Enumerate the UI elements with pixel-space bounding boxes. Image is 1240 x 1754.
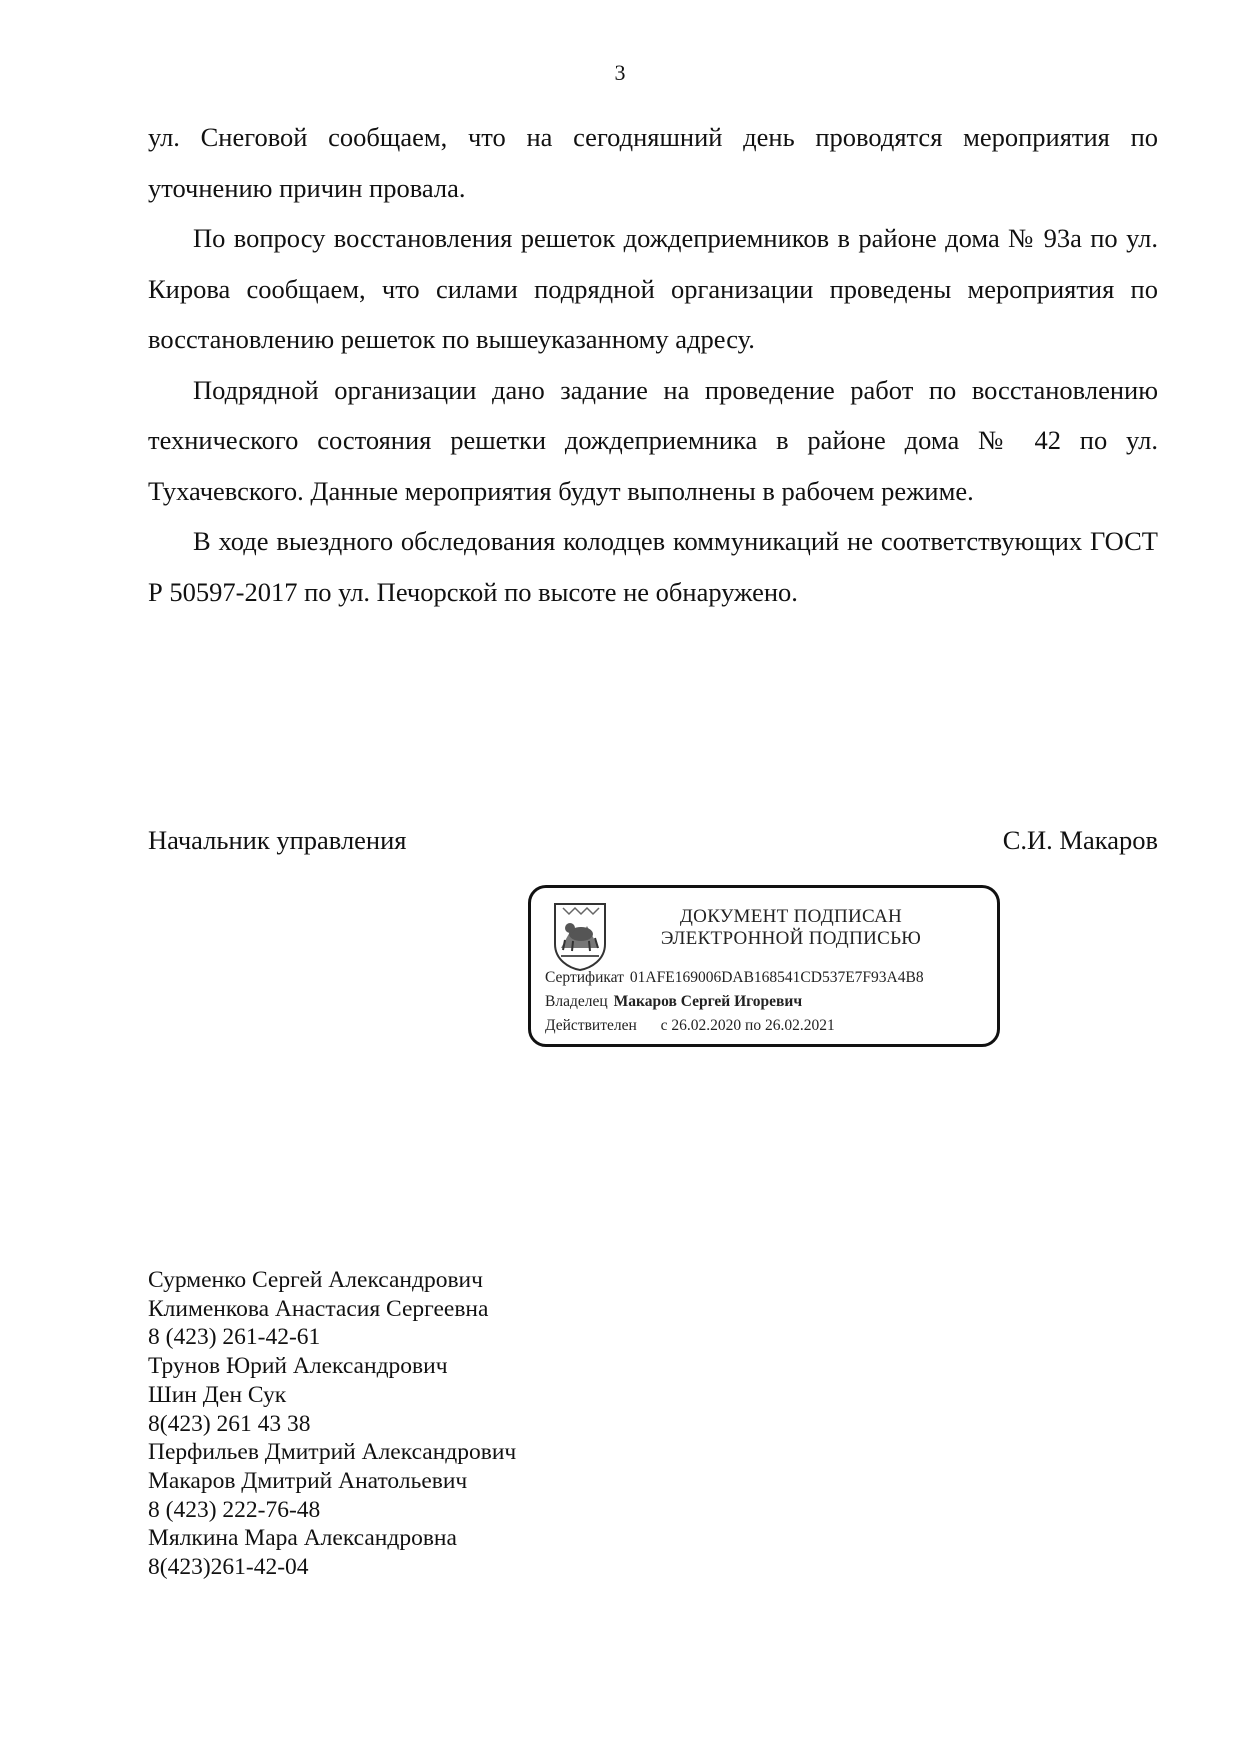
contact-line: Сурменко Сергей Александрович: [148, 1267, 483, 1293]
signatory-name: С.И. Макаров: [1002, 825, 1158, 855]
electronic-signature-stamp: [528, 885, 1000, 1047]
signature-row: [148, 820, 1158, 860]
contact-phone: 8 (423) 222-76-48: [148, 1496, 321, 1523]
contact-line: Трунов Юрий Александрович: [148, 1353, 448, 1380]
signatory-position: Начальник управления: [148, 825, 407, 855]
contact-phone: 8(423) 261 43 38: [148, 1410, 311, 1437]
page-number: 3: [614, 60, 626, 85]
contacts-list: [148, 1266, 848, 1582]
stamp-owner-row: [545, 990, 995, 1014]
letter-body: [148, 112, 1158, 617]
paragraph-2: По вопросу восстановления решеток дождеприемников в районе дома № 93а по ул. Кирова сообщаем, что силами подрядной организации проведены мероприятия по восстановлению решеток по вышеуказанному адресу.: [148, 223, 1158, 354]
certificate-label: Сертификат: [545, 969, 624, 986]
contact-phone: 8(423)261-42-04: [148, 1554, 309, 1581]
contact-line: Шин Ден Сук: [148, 1381, 287, 1408]
valid-from-prefix: с: [660, 1017, 668, 1034]
stamp-title-line-1: ДОКУМЕНТ ПОДПИСАН: [679, 906, 903, 927]
owner-label: Владелец: [545, 993, 608, 1010]
contact-line: Макаров Дмитрий Анатольевич: [148, 1467, 468, 1494]
contact-phone: 8 (423) 261-42-61: [148, 1324, 321, 1351]
valid-to-prefix: по: [745, 1017, 762, 1034]
valid-from-date: 26.02.2020: [671, 1017, 742, 1034]
paragraph-1: ул. Снеговой сообщаем, что на сегодняшний день проводятся мероприятия по уточнению причин провала.: [148, 122, 1158, 203]
stamp-details: [545, 966, 995, 1038]
owner-value: Макаров Сергей Игоревич: [613, 993, 803, 1010]
paragraph-4: В ходе выездного обследования колодцев коммуникаций не соответствующих ГОСТ Р 50597-2017 по ул. Печорской по высоте не обнаружено.: [148, 526, 1158, 607]
valid-label: Действителен: [545, 1017, 637, 1034]
stamp-certificate-row: [545, 966, 995, 990]
certificate-value: 01AFE169006DAB168541CD537E7F93A4B8: [629, 969, 924, 986]
contact-line: Мялкина Мара Александровна: [148, 1525, 457, 1552]
tiger-coat-of-arms-icon: [551, 900, 609, 972]
stamp-title-line-2: ЭЛЕКТРОННОЙ ПОДПИСЬЮ: [660, 928, 922, 949]
valid-to-date: 26.02.2021: [764, 1017, 835, 1034]
stamp-validity-row: [545, 1014, 995, 1038]
contact-line: Перфильев Дмитрий Александрович: [148, 1439, 517, 1466]
contact-line: Клименкова Анастасия Сергеевна: [148, 1295, 489, 1322]
paragraph-3: Подрядной организации дано задание на проведение работ по восстановлению технического состояния решетки дождеприемника в районе дома № 42 по ул. Тухачевского. Данные мероприятия будут выполнены в рабочем режиме.: [148, 374, 1158, 506]
stamp-title: [626, 906, 956, 950]
